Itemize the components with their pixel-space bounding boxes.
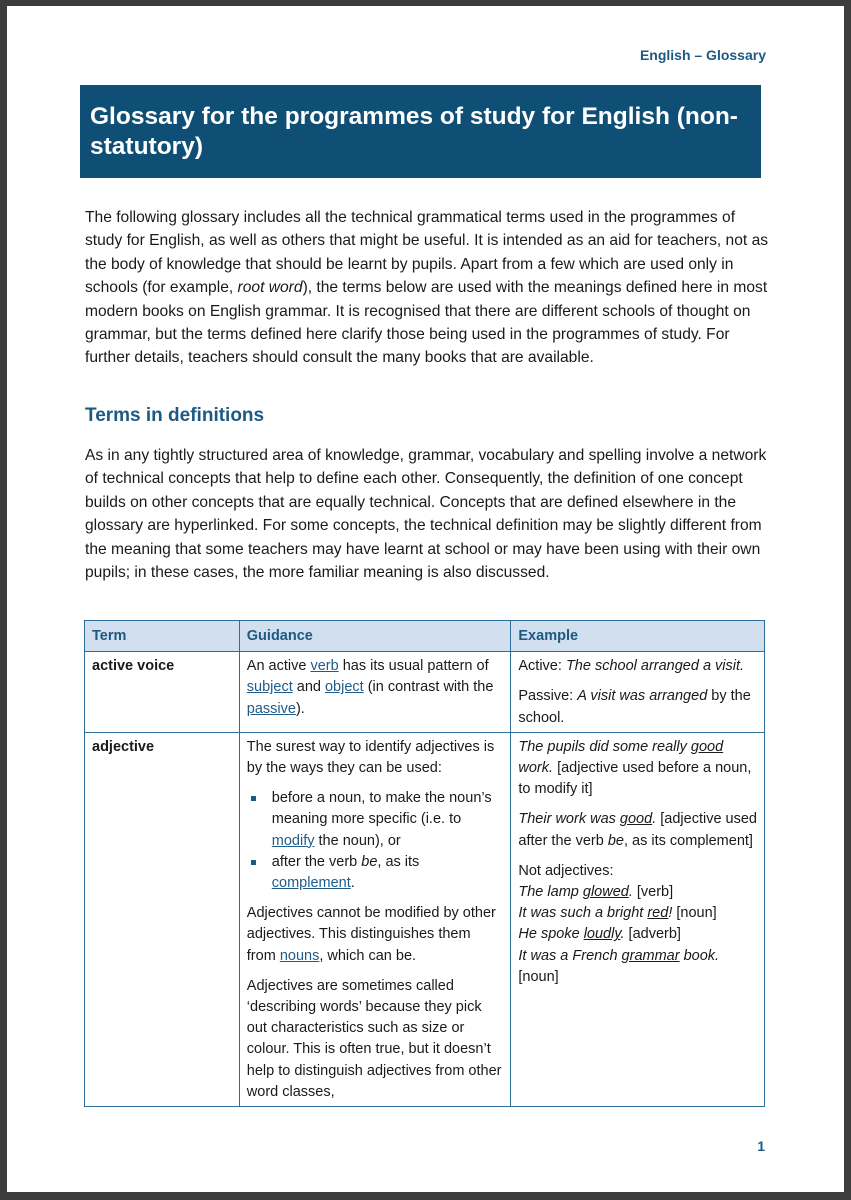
- guidance-active-voice: An active verb has its usual pattern of subject and object (in contrast with the passive).: [239, 652, 511, 733]
- example-active-voice: Active: The school arranged a visit. Passive: A visit was arranged by the school.: [511, 652, 765, 733]
- table-row-active-voice: [85, 652, 765, 733]
- adjective-uses-list: [247, 788, 504, 894]
- example-adjective: The pupils did some really good work. [adjective used before a noun, to modify it] Their work was good. [adjective used after the verb be, as its complement] Not adjectives: The lamp glowed. [verb] It was such a bright red! [noun] He spoke loudly. [adverb] It was a French grammar book. [noun]: [511, 732, 765, 1106]
- guidance-adjective: The surest way to identify adjectives is by the ways they can be used: before a noun, to make the noun’s meaning more specific (i.e. to modify the noun), or after the verb be, as its complement. Adjectives cannot be modified by other adjectives. This distinguishes them from nouns, which can be. Adjectives are sometimes called ‘describing words’ because they pick out characteristics such as size or colour. This is often true, but it doesn’t help to distinguish adjectives from other word classes,: [239, 732, 511, 1106]
- link-subject[interactable]: subject: [246, 679, 293, 696]
- header-guidance: Guidance: [239, 621, 511, 652]
- link-verb[interactable]: verb: [310, 658, 339, 675]
- document-page: [7, 6, 844, 1192]
- intro-paragraph: The following glossary includes all the technical grammatical terms used in the programmes of study for English, as well as others that might be useful. It is intended as an aid for teachers, not as the body of knowledge that should be learnt by pupils. Apart from a few which are used only in schools (for example, root word), the terms below are used with the meanings defined here in most modern books on English grammar. It is recognised that there are different schools of thought on grammar, but the terms defined here clarify those being used in the programmes of study. For further details, teachers should consult the many books that are available.: [85, 209, 769, 367]
- header-term: Term: [85, 621, 240, 652]
- page-title: Glossary for the programmes of study for English (non-statutory): [90, 103, 738, 160]
- title-banner: [80, 85, 761, 178]
- list-item: before a noun, to make the noun’s meaning more specific (i.e. to modify the noun), or: [247, 788, 504, 852]
- term-active-voice: active voice: [85, 652, 240, 733]
- link-modify[interactable]: modify: [271, 832, 315, 849]
- link-passive[interactable]: passive: [246, 700, 296, 717]
- term-adjective: adjective: [85, 732, 240, 1106]
- running-head: English – Glossary: [639, 47, 766, 63]
- link-complement[interactable]: complement: [271, 875, 351, 892]
- list-item: after the verb be, as its complement.: [247, 852, 504, 894]
- section-heading-terms: Terms in definitions: [85, 405, 265, 426]
- terms-paragraph: As in any tightly structured area of knowledge, grammar, vocabulary and spelling involve a network of technical concepts that help to define each other. Consequently, the definition of one concept builds on other concepts that are equally technical. Concepts that are defined elsewhere in the glossary are hyperlinked. For some concepts, the technical definition may be slightly different from the meaning that some teachers may have learnt at school or may have been using with their own pupils; in these cases, the more familiar meaning is also discussed.: [85, 447, 767, 582]
- table-row-adjective: [85, 732, 765, 1106]
- link-object[interactable]: object: [324, 679, 364, 696]
- header-example: Example: [511, 621, 765, 652]
- root-word-term: root word: [237, 279, 303, 297]
- link-nouns[interactable]: nouns: [279, 947, 320, 964]
- table-header-row: [85, 621, 765, 652]
- page-number: 1: [757, 1138, 765, 1154]
- glossary-table: [84, 620, 765, 1107]
